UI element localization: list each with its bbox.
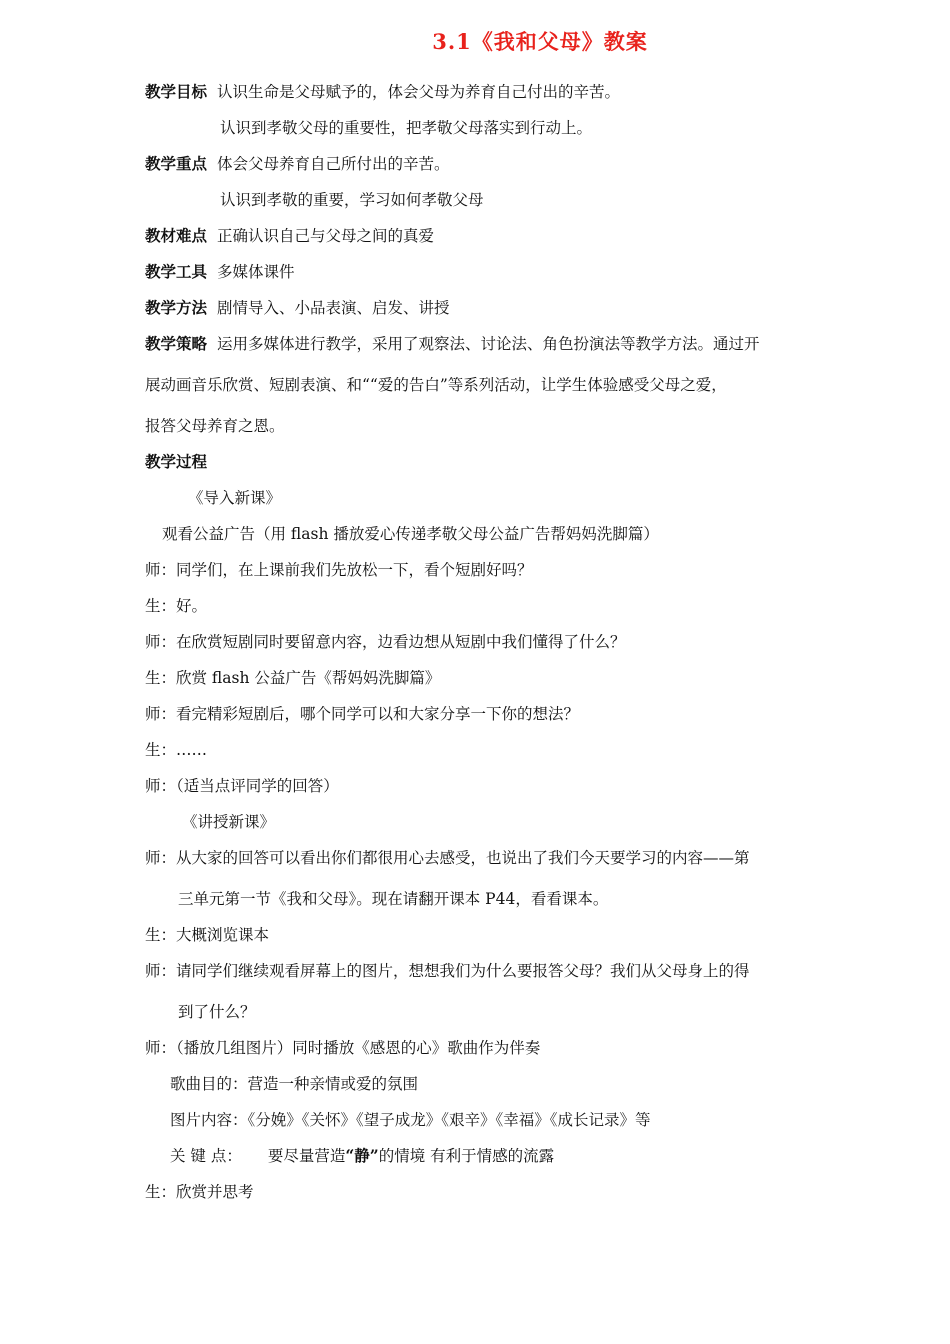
key-text-1: 体会父母养育自己所付出的辛苦。 — [217, 155, 450, 173]
difficulty-line — [145, 225, 434, 247]
dialogue-line: 师：同学们，在上课前我们先放松一下，看个短剧好吗？ — [145, 561, 533, 579]
tools-text: 多媒体课件 — [217, 263, 295, 281]
intro-heading: 《导入新课》 — [188, 489, 282, 507]
intro-note: 观看公益广告（用 flash 播放爱心传递孝敬父母公益广告帮妈妈洗脚篇） — [162, 525, 659, 543]
dialogue-line: 生：好。 — [145, 597, 208, 615]
dialogue-line: 师：从大家的回答可以看出你们都很用心去感受，也说出了我们今天要学习的内容——第 — [145, 849, 750, 867]
goal-text-2: 认识到孝敬父母的重要性，把孝敬父母落实到行动上。 — [220, 119, 593, 137]
key-label: 教学重点 — [145, 154, 208, 173]
difficulty-text: 正确认识自己与父母之间的真爱 — [217, 227, 435, 245]
key-point-label: 关 键 点： — [170, 1147, 242, 1165]
goal-line-1 — [145, 81, 620, 103]
key-text-2: 认识到孝敬的重要，学习如何孝敬父母 — [220, 191, 484, 209]
dialogue-line: 师：在欣赏短剧同时要留意内容，边看边想从短剧中我们懂得了什么？ — [145, 633, 626, 651]
method-label: 教学方法 — [145, 298, 208, 317]
picture-list: 图片内容：《分娩》《关怀》《望子成龙》《艰辛》《幸福》《成长记录》等 — [170, 1111, 651, 1129]
new-lesson-heading: 《讲授新课》 — [182, 813, 276, 831]
tools-line — [145, 261, 295, 283]
strategy-text-2: 展动画音乐欣赏、短剧表演、和““爱的告白”等系列活动，让学生体验感受父母之爱， — [145, 376, 727, 394]
key-point-emphasis: “静” — [345, 1146, 379, 1165]
method-text: 剧情导入、小品表演、启发、讲授 — [217, 299, 450, 317]
dialogue-line: 生：欣赏并思考 — [145, 1183, 254, 1201]
song-purpose: 歌曲目的：营造一种亲情或爱的氛围 — [170, 1075, 419, 1093]
dialogue-line: 师：请同学们继续观看屏幕上的图片，想想我们为什么要报答父母？我们从父母身上的得 — [145, 962, 750, 980]
strategy-text-3: 报答父母养育之恩。 — [145, 417, 285, 435]
page-title: 3.1《我和父母》教案 — [432, 29, 648, 54]
difficulty-label: 教材难点 — [145, 226, 208, 245]
dialogue-line-cont: 三单元第一节《我和父母》。现在请翻开课本 P44，看看课本。 — [178, 890, 609, 908]
key-point-text: 要尽量营造 — [267, 1147, 346, 1165]
strategy-text-1: 运用多媒体进行教学，采用了观察法、讨论法、角色扮演法等教学方法。通过开 — [217, 335, 760, 353]
key-point-line — [170, 1145, 554, 1167]
goal-label: 教学目标 — [145, 82, 208, 101]
strategy-line-1 — [145, 333, 760, 355]
dialogue-line-cont: 到了什么？ — [178, 1003, 256, 1021]
process-label: 教学过程 — [145, 452, 208, 471]
dialogue-line: 师：（播放几组图片）同时播放《感恩的心》歌曲作为伴奏 — [145, 1039, 541, 1057]
dialogue-line: 师：看完精彩短剧后，哪个同学可以和大家分享一下你的想法？ — [145, 705, 580, 723]
dialogue-line: 生：大概浏览课本 — [145, 926, 270, 944]
dialogue-line: 师：（适当点评同学的回答） — [145, 777, 339, 795]
strategy-label: 教学策略 — [145, 334, 208, 353]
tools-label: 教学工具 — [145, 262, 208, 281]
method-line — [145, 297, 450, 319]
key-line-1 — [145, 153, 450, 175]
key-point-text-end: 的情境 有利于情感的流露 — [378, 1147, 555, 1165]
dialogue-line: 生：欣赏 flash 公益广告《帮妈妈洗脚篇》 — [145, 669, 441, 687]
dialogue-line: 生：…… — [145, 741, 208, 759]
goal-text-1: 认识生命是父母赋予的，体会父母为养育自己付出的辛苦。 — [217, 83, 621, 101]
